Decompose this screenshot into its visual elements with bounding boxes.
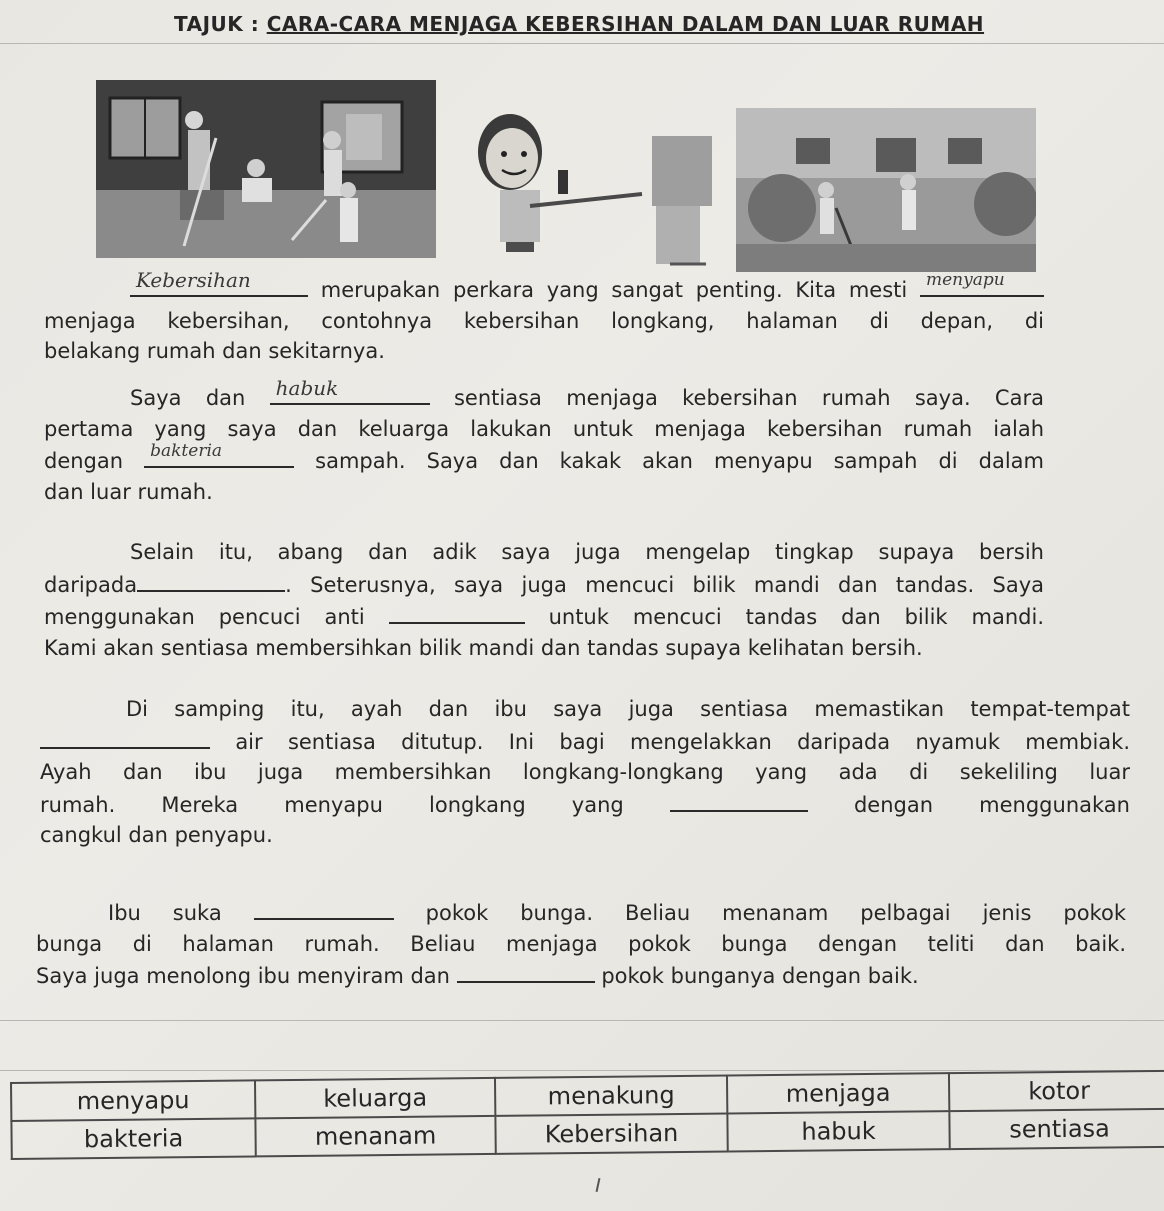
ruled-line bbox=[0, 1020, 1164, 1021]
pencil-mark bbox=[596, 1178, 601, 1192]
paragraph-text: dengan menggunakan bbox=[853, 792, 1130, 817]
paragraph-line: belakang rumah dan sekitarnya. bbox=[44, 339, 385, 363]
answer-blank[interactable] bbox=[920, 269, 1044, 297]
paragraph-text: air sentiasa ditutup. Ini bagi mengelakkan daripada nyamuk membiak. bbox=[235, 729, 1130, 754]
paragraph-line: Selain itu, abang dan adik saya juga mengelap tingkap supaya bersih bbox=[130, 540, 1044, 564]
word-bank-table bbox=[10, 1070, 1164, 1160]
word-bank-cell: menyapu bbox=[11, 1080, 255, 1121]
classroom-cleaning-illustration bbox=[96, 80, 436, 258]
paragraph-5 bbox=[36, 896, 1126, 992]
worksheet-title bbox=[174, 12, 984, 36]
paragraph-line bbox=[40, 788, 1130, 821]
word-bank-cell: sentiasa bbox=[949, 1109, 1164, 1149]
handwritten-answer: bakteria bbox=[150, 440, 223, 461]
word-bank-cell: bakteria bbox=[11, 1118, 255, 1159]
answer-blank[interactable] bbox=[144, 440, 294, 468]
paragraph-1 bbox=[44, 267, 1044, 367]
paragraph-line bbox=[44, 267, 1044, 306]
handwritten-answer: habuk bbox=[275, 375, 339, 400]
answer-blank[interactable] bbox=[40, 725, 210, 749]
answer-blank[interactable] bbox=[457, 959, 595, 983]
paragraph-text: Ibu suka bbox=[108, 901, 222, 925]
handwritten-answer: menyapu bbox=[926, 269, 1005, 290]
answer-blank[interactable] bbox=[254, 896, 394, 920]
paragraph-text: merupakan perkara yang sangat penting. Kita mesti bbox=[320, 278, 908, 302]
paragraph-line: pertama yang saya dan keluarga lakukan untuk menjaga kebersihan rumah ialah bbox=[44, 416, 1044, 441]
paragraph-line: menjaga kebersihan, contohnya kebersihan longkang, halaman di depan, di bbox=[44, 308, 1044, 333]
paragraph-text: pokok bunganya dengan baik. bbox=[601, 964, 919, 988]
answer-blank[interactable] bbox=[130, 267, 308, 297]
word-bank-cell: menakung bbox=[495, 1075, 727, 1115]
paragraph-text: daripada bbox=[44, 572, 138, 597]
answer-blank[interactable] bbox=[670, 788, 808, 812]
word-bank-cell: Kebersihan bbox=[495, 1113, 727, 1153]
word-bank-cell: kotor bbox=[949, 1071, 1164, 1111]
paragraph-line bbox=[44, 600, 1044, 633]
word-bank-cell: keluarga bbox=[255, 1078, 495, 1119]
word-bank-cell: habuk bbox=[727, 1111, 949, 1151]
paragraph-line: Kami akan sentiasa membersihkan bilik mandi dan tandas supaya kelihatan bersih. bbox=[44, 635, 923, 660]
paragraph-line: Ayah dan ibu juga membersihkan longkang-longkang yang ada di sekeliling luar bbox=[40, 760, 1130, 784]
handwritten-answer: Kebersihan bbox=[136, 267, 251, 292]
paragraph-text: untuk mencuci tandas dan bilik mandi. bbox=[548, 605, 1044, 629]
paragraph-4 bbox=[40, 694, 1130, 851]
paragraph-text: Saya juga menolong ibu menyiram dan bbox=[36, 964, 450, 988]
paragraph-text: sentiasa menjaga kebersihan rumah saya. Cara bbox=[453, 386, 1044, 410]
paragraph-text: . Seterusnya, saya juga mencuci bilik mandi dan tandas. Saya bbox=[285, 572, 1044, 597]
paragraph-text: Saya dan bbox=[130, 386, 246, 410]
outdoor-cleaning-illustration bbox=[736, 108, 1036, 272]
paragraph-text: sampah. Saya dan kakak akan menyapu sampah di dalam bbox=[315, 449, 1044, 473]
paragraph-line bbox=[44, 375, 1044, 414]
paragraph-3 bbox=[44, 537, 1044, 663]
paragraph-line bbox=[36, 959, 1126, 992]
answer-blank[interactable] bbox=[270, 375, 430, 405]
paragraph-line bbox=[36, 896, 1126, 929]
paragraph-line: cangkul dan penyapu. bbox=[40, 823, 273, 847]
paragraph-line: Di samping itu, ayah dan ibu saya juga sentiasa memastikan tempat-tempat bbox=[126, 697, 1130, 721]
boy-cleaning-toilet-illustration bbox=[470, 96, 730, 268]
paragraph-line bbox=[40, 725, 1130, 758]
paragraph-text: dengan bbox=[44, 449, 124, 473]
title-topic: CARA-CARA MENJAGA KEBERSIHAN DALAM DAN LUAR RUMAH bbox=[266, 12, 985, 36]
ruled-line bbox=[0, 43, 1164, 44]
paragraph-line: dan luar rumah. bbox=[44, 479, 213, 504]
title-label: TAJUK : bbox=[174, 12, 260, 36]
paragraph-2 bbox=[44, 375, 1044, 507]
paragraph-text: menggunakan pencuci anti bbox=[44, 605, 365, 629]
paragraph-text: pokok bunga. Beliau menanam pelbagai jenis pokok bbox=[425, 901, 1126, 925]
paragraph-line: bunga di halaman rumah. Beliau menjaga pokok bunga dengan teliti dan baik. bbox=[36, 931, 1126, 956]
paragraph-text: rumah. Mereka menyapu longkang yang bbox=[40, 792, 624, 817]
answer-blank[interactable] bbox=[137, 568, 285, 592]
answer-blank[interactable] bbox=[389, 600, 525, 624]
word-bank-cell: menanam bbox=[255, 1116, 495, 1157]
paragraph-line bbox=[44, 568, 1044, 601]
paragraph-line bbox=[44, 440, 1044, 477]
word-bank-cell: menjaga bbox=[727, 1073, 949, 1113]
